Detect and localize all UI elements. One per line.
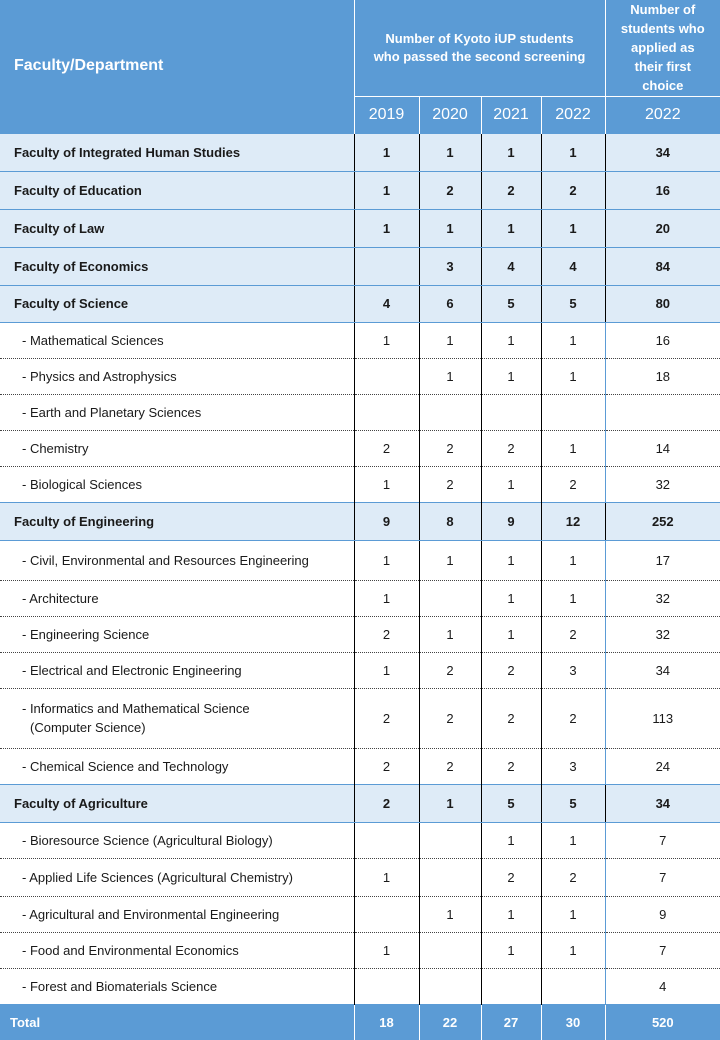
total-2022: 30 (541, 1004, 605, 1040)
department-row (0, 896, 720, 932)
name-line: - Forest and Biomaterials Science (22, 978, 218, 994)
count-cell-2019 (354, 896, 419, 932)
total-first-choice: 520 (605, 1004, 720, 1040)
department-name (0, 652, 354, 688)
count-cell-2020: 1 (419, 133, 481, 171)
count-cell-2020: 8 (419, 502, 481, 540)
department-row (0, 748, 720, 784)
first-choice-cell: 14 (605, 430, 720, 466)
name-line: - Electrical and Electronic Engineering (22, 662, 242, 678)
first-choice-year-header: 2022 (605, 96, 720, 133)
count-cell-2020 (419, 580, 481, 616)
first-choice-cell: 32 (605, 616, 720, 652)
name-line: Faculty of Engineering (14, 513, 155, 529)
count-cell-2021: 2 (481, 652, 541, 688)
first-choice-cell: 9 (605, 896, 720, 932)
first-choice-cell: 84 (605, 247, 720, 285)
name-line: Faculty of Science (14, 296, 129, 311)
count-cell-2021: 2 (481, 430, 541, 466)
count-cell-2022: 1 (541, 209, 605, 247)
faculty-row (0, 171, 720, 209)
faculty-name (0, 502, 354, 540)
faculty-row (0, 784, 720, 822)
count-cell-2022: 2 (541, 616, 605, 652)
count-cell-2019: 1 (354, 466, 419, 502)
name-line: - Bioresource Science (Agricultural Biology) (22, 832, 273, 848)
total-row (0, 1004, 720, 1040)
first-choice-cell (605, 394, 720, 430)
faculty-row (0, 209, 720, 247)
count-cell-2019: 2 (354, 748, 419, 784)
total-label: Total (0, 1004, 354, 1040)
department-row (0, 430, 720, 466)
count-cell-2022: 3 (541, 748, 605, 784)
count-cell-2020: 1 (419, 540, 481, 580)
first-choice-cell: 34 (605, 784, 720, 822)
first-choice-cell: 7 (605, 858, 720, 896)
department-name (0, 968, 354, 1004)
year-header-2020: 2020 (419, 96, 481, 133)
count-cell-2021: 1 (481, 133, 541, 171)
department-row (0, 322, 720, 358)
count-cell-2022: 1 (541, 580, 605, 616)
first-choice-cell: 17 (605, 540, 720, 580)
count-cell-2019: 2 (354, 784, 419, 822)
count-cell-2021: 2 (481, 688, 541, 748)
faculty-name (0, 285, 354, 322)
name-line: - Applied Life Sciences (Agricultural Chemistry) (22, 869, 293, 885)
count-cell-2019: 1 (354, 652, 419, 688)
count-cell-2021: 2 (481, 748, 541, 784)
group-header-line2: who passed the second screening (373, 48, 586, 64)
first-choice-cell: 80 (605, 285, 720, 322)
first-choice-cell: 4 (605, 968, 720, 1004)
count-cell-2022: 1 (541, 932, 605, 968)
name-line: - Engineering Science (22, 626, 150, 642)
count-cell-2022: 1 (541, 822, 605, 858)
count-cell-2021: 1 (481, 932, 541, 968)
department-name (0, 580, 354, 616)
count-cell-2021: 2 (481, 858, 541, 896)
count-cell-2021: 1 (481, 540, 541, 580)
department-name (0, 430, 354, 466)
count-cell-2019: 1 (354, 209, 419, 247)
department-row (0, 688, 720, 748)
count-cell-2021: 1 (481, 209, 541, 247)
name-line: Faculty of Economics (14, 258, 149, 274)
count-cell-2020: 2 (419, 171, 481, 209)
faculty-name (0, 247, 354, 285)
name-line: - Mathematical Sciences (22, 332, 164, 348)
department-name (0, 394, 354, 430)
department-name (0, 358, 354, 394)
count-cell-2022: 12 (541, 502, 605, 540)
count-cell-2022: 5 (541, 285, 605, 322)
year-header-2019: 2019 (354, 96, 419, 133)
count-cell-2020: 6 (419, 285, 481, 322)
table-body (0, 133, 720, 1040)
count-cell-2022: 4 (541, 247, 605, 285)
name-line: Faculty of Law (14, 220, 105, 236)
count-cell-2020: 2 (419, 652, 481, 688)
count-cell-2019: 1 (354, 322, 419, 358)
count-cell-2022: 2 (541, 688, 605, 748)
count-cell-2020 (419, 932, 481, 968)
first-choice-cell: 32 (605, 580, 720, 616)
first-choice-cell: 7 (605, 932, 720, 968)
count-cell-2019: 4 (354, 285, 419, 322)
count-cell-2022: 3 (541, 652, 605, 688)
department-row (0, 822, 720, 858)
first-choice-line4: their first (634, 59, 691, 75)
count-cell-2021: 4 (481, 247, 541, 285)
name-line: - Food and Environmental Economics (22, 942, 239, 958)
count-cell-2019: 1 (354, 133, 419, 171)
first-choice-header (605, 0, 720, 96)
count-cell-2020 (419, 858, 481, 896)
total-2021: 27 (481, 1004, 541, 1040)
count-cell-2019: 2 (354, 430, 419, 466)
name-line: - Earth and Planetary Sciences (22, 404, 202, 420)
total-2019: 18 (354, 1004, 419, 1040)
first-choice-cell: 18 (605, 358, 720, 394)
count-cell-2020: 1 (419, 209, 481, 247)
name-line: - Architecture (22, 590, 99, 606)
first-choice-line5: choice (642, 78, 684, 94)
count-cell-2019: 2 (354, 688, 419, 748)
count-cell-2021 (481, 394, 541, 430)
count-cell-2020: 1 (419, 322, 481, 358)
name-line: Faculty of Agriculture (14, 795, 148, 811)
faculty-name (0, 133, 354, 171)
department-row (0, 580, 720, 616)
first-choice-cell: 34 (605, 652, 720, 688)
count-cell-2021: 1 (481, 358, 541, 394)
count-cell-2020 (419, 394, 481, 430)
count-cell-2022: 1 (541, 358, 605, 394)
count-cell-2022: 2 (541, 858, 605, 896)
count-cell-2020 (419, 968, 481, 1004)
first-choice-cell: 34 (605, 133, 720, 171)
count-cell-2021: 5 (481, 285, 541, 322)
count-cell-2020: 3 (419, 247, 481, 285)
first-choice-cell: 252 (605, 502, 720, 540)
count-cell-2021: 1 (481, 466, 541, 502)
count-cell-2021: 1 (481, 822, 541, 858)
count-cell-2021: 1 (481, 322, 541, 358)
count-cell-2019: 9 (354, 502, 419, 540)
count-cell-2019: 1 (354, 858, 419, 896)
count-cell-2021: 5 (481, 784, 541, 822)
year-header-2021: 2021 (481, 96, 541, 133)
count-cell-2019: 1 (354, 171, 419, 209)
count-cell-2020: 2 (419, 688, 481, 748)
count-cell-2021: 2 (481, 171, 541, 209)
count-cell-2020: 1 (419, 896, 481, 932)
second-screening-group-header (354, 0, 605, 96)
count-cell-2022: 5 (541, 784, 605, 822)
first-choice-line1: Number of (630, 2, 696, 18)
count-cell-2020: 1 (419, 358, 481, 394)
count-cell-2020: 1 (419, 616, 481, 652)
name-line: - Chemistry (22, 440, 89, 456)
count-cell-2021: 9 (481, 502, 541, 540)
first-choice-cell: 113 (605, 688, 720, 748)
department-row (0, 858, 720, 896)
group-header-line1: Number of Kyoto iUP students (385, 30, 574, 46)
department-name (0, 466, 354, 502)
count-cell-2020: 1 (419, 784, 481, 822)
count-cell-2019: 1 (354, 580, 419, 616)
name-line: - Agricultural and Environmental Engineering (22, 906, 280, 922)
count-cell-2019 (354, 247, 419, 285)
total-2020: 22 (419, 1004, 481, 1040)
faculty-row (0, 502, 720, 540)
count-cell-2019: 2 (354, 616, 419, 652)
department-row (0, 466, 720, 502)
count-cell-2019 (354, 822, 419, 858)
department-row (0, 358, 720, 394)
name-line: Faculty of Education (14, 182, 142, 198)
department-row (0, 932, 720, 968)
department-name (0, 858, 354, 896)
count-cell-2022: 1 (541, 430, 605, 466)
name-line: - Chemical Science and Technology (22, 758, 229, 774)
count-cell-2019 (354, 394, 419, 430)
department-name (0, 748, 354, 784)
department-row (0, 540, 720, 580)
count-cell-2021: 1 (481, 616, 541, 652)
count-cell-2019: 1 (354, 932, 419, 968)
department-row (0, 616, 720, 652)
first-choice-line3: applied as (631, 40, 695, 56)
name-line-2: (Computer Science) (30, 720, 146, 735)
count-cell-2020 (419, 822, 481, 858)
department-row (0, 968, 720, 1004)
faculty-department-header: Faculty/Department (0, 0, 354, 133)
first-choice-cell: 20 (605, 209, 720, 247)
count-cell-2020: 2 (419, 430, 481, 466)
year-header-2022: 2022 (541, 96, 605, 133)
faculty-row (0, 285, 720, 322)
faculty-row (0, 247, 720, 285)
name-line: - Physics and Astrophysics (22, 368, 177, 384)
first-choice-cell: 16 (605, 322, 720, 358)
count-cell-2020: 2 (419, 748, 481, 784)
count-cell-2019 (354, 358, 419, 394)
name-line: Faculty of Integrated Human Studies (14, 144, 241, 160)
department-name (0, 322, 354, 358)
count-cell-2022: 2 (541, 466, 605, 502)
department-name (0, 688, 354, 748)
faculty-name (0, 784, 354, 822)
count-cell-2022: 1 (541, 322, 605, 358)
faculty-name (0, 209, 354, 247)
first-choice-cell: 16 (605, 171, 720, 209)
department-name (0, 540, 354, 580)
first-choice-cell: 32 (605, 466, 720, 502)
count-cell-2021: 1 (481, 580, 541, 616)
count-cell-2021 (481, 968, 541, 1004)
first-choice-cell: 7 (605, 822, 720, 858)
first-choice-cell: 24 (605, 748, 720, 784)
department-name (0, 896, 354, 932)
count-cell-2022: 1 (541, 896, 605, 932)
count-cell-2022 (541, 968, 605, 1004)
count-cell-2022: 1 (541, 133, 605, 171)
faculty-name (0, 171, 354, 209)
name-line: - Biological Sciences (22, 476, 142, 492)
count-cell-2021: 1 (481, 896, 541, 932)
department-name (0, 616, 354, 652)
department-name (0, 822, 354, 858)
count-cell-2022 (541, 394, 605, 430)
count-cell-2022: 2 (541, 171, 605, 209)
department-name (0, 932, 354, 968)
name-line: - Informatics and Mathematical Science (22, 701, 250, 716)
first-choice-line2: students who (620, 21, 705, 37)
faculty-row (0, 133, 720, 171)
count-cell-2022: 1 (541, 540, 605, 580)
name-line: - Civil, Environmental and Resources Engineering (22, 552, 309, 568)
count-cell-2019: 1 (354, 540, 419, 580)
count-cell-2020: 2 (419, 466, 481, 502)
department-row (0, 394, 720, 430)
department-row (0, 652, 720, 688)
count-cell-2019 (354, 968, 419, 1004)
